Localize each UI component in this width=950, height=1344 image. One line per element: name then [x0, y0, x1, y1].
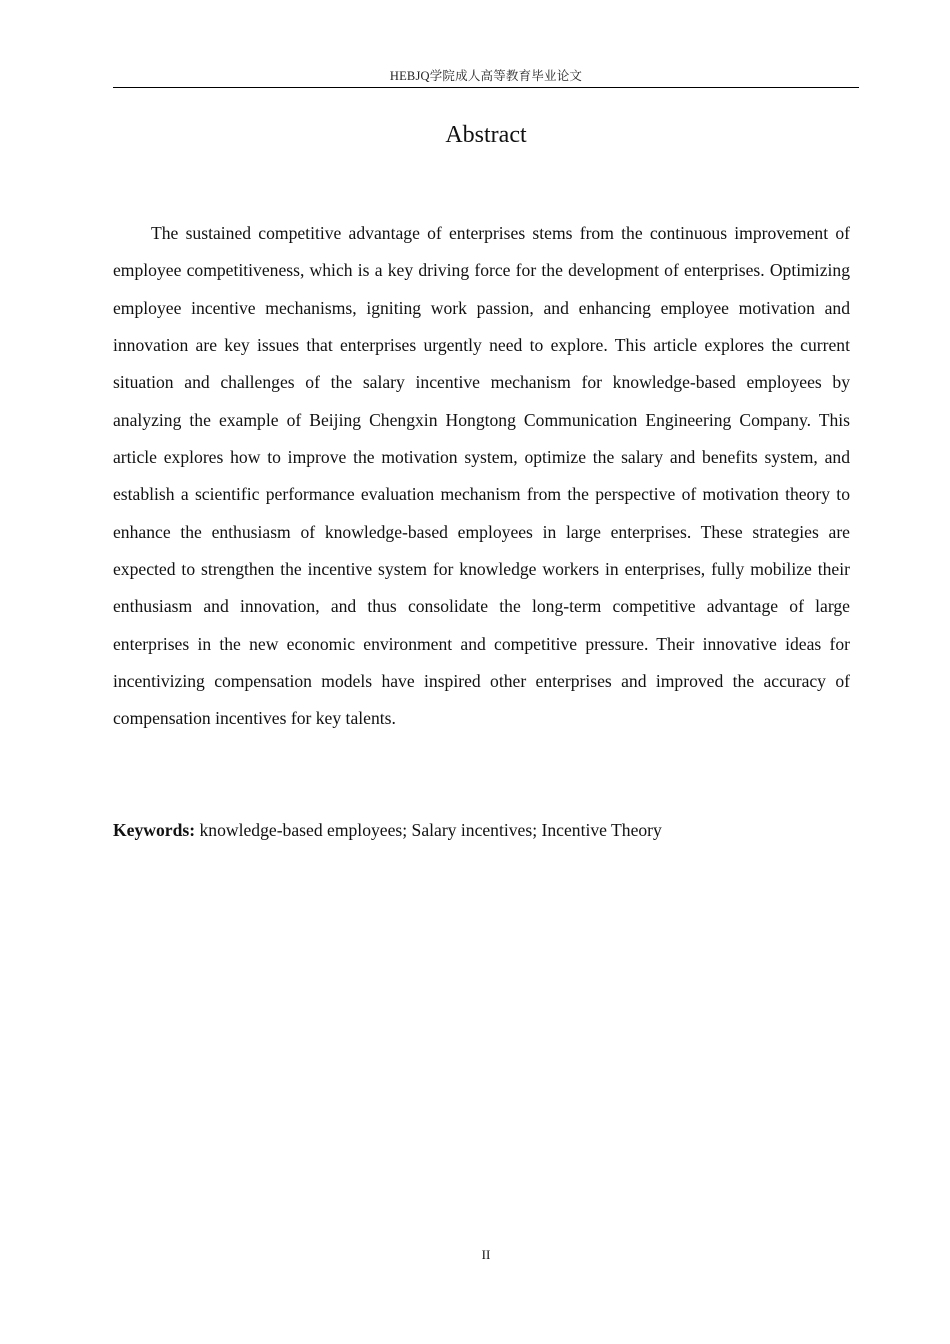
- keywords-text: knowledge-based employees; Salary incentives; Incentive Theory: [199, 820, 662, 840]
- running-header: HEBJQ学院成人高等教育毕业论文: [389, 69, 583, 83]
- keywords-line: [113, 812, 850, 849]
- abstract-title: Abstract: [445, 122, 527, 148]
- keywords-label: Keywords:: [113, 820, 196, 840]
- abstract-paragraph: The sustained competitive advantage of enterprises stems from the continuous improvement of employee competitiveness, which is a key driving force for the development of enterprises. Optimizing employee incentive mechanisms, igniting work passion, and enhancing employee motivation and innovation are key issues that enterprises urgently need to explore. This article explores the current situation and challenges of the salary incentive mechanism for knowledge-based employees by analyzing the example of Beijing Chengxin Hongtong Communication Engineering Company. This article explores how to improve the motivation system, optimize the salary and benefits system, and establish a scientific performance evaluation mechanism from the perspective of motivation theory to enhance the enthusiasm of knowledge-based employees in large enterprises. These strategies are expected to strengthen the incentive system for knowledge workers in enterprises, fully mobilize their enthusiasm and innovation, and thus consolidate the long-term competitive advantage of large enterprises in the new economic environment and competitive pressure. Their innovative ideas for incentivizing compensation models have inspired other enterprises and improved the accuracy of compensation incentives for key talents.: [113, 223, 850, 729]
- header-divider: [113, 87, 859, 88]
- page-number: II: [481, 1247, 491, 1262]
